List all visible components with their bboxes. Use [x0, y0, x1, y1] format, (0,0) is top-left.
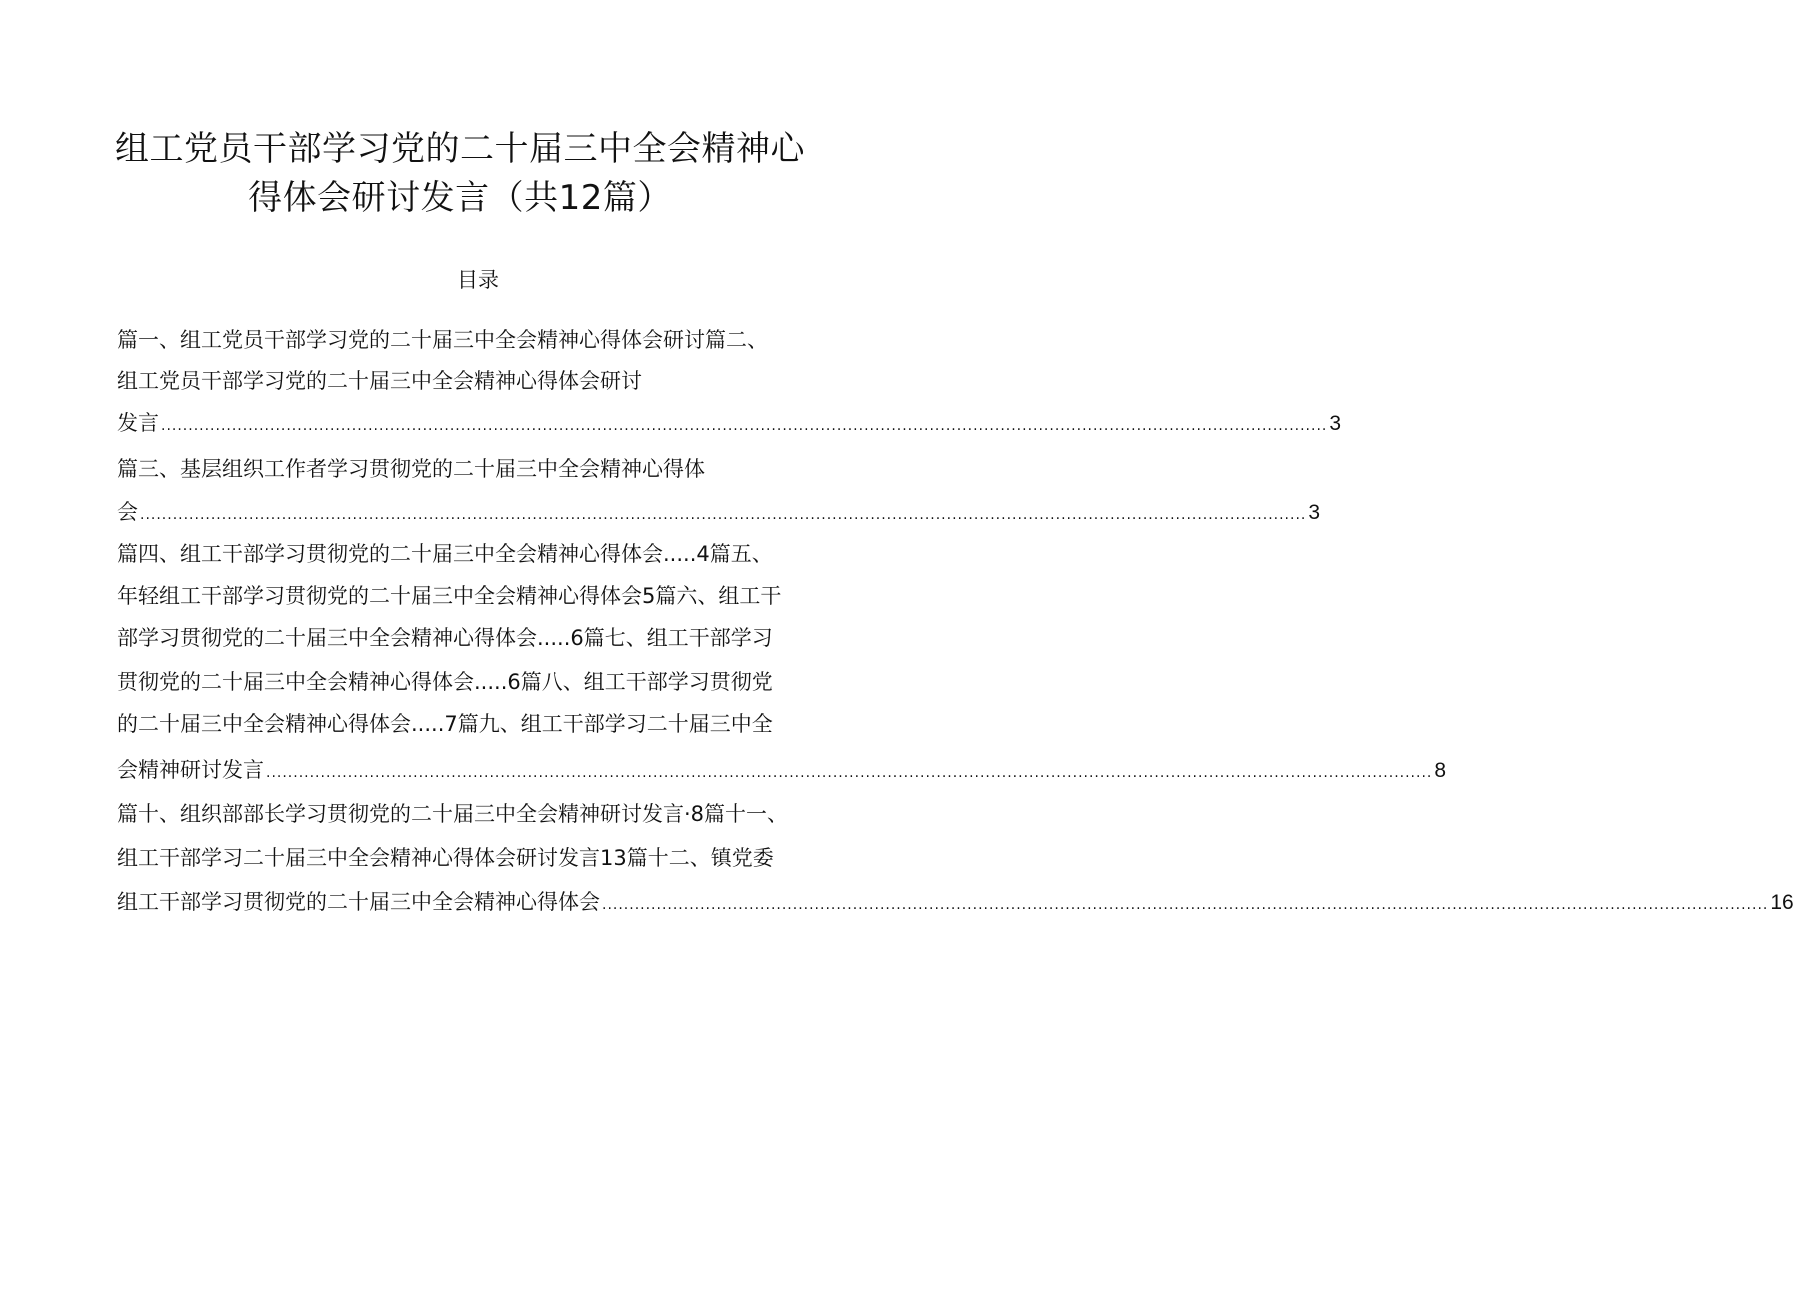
- toc-line: 篇四、组工干部学习贯彻党的二十届三中全会精神心得体会.....4篇五、: [117, 542, 773, 566]
- toc-line: 贯彻党的二十届三中全会精神心得体会.....6篇八、组工干部学习贯彻党: [117, 670, 773, 694]
- toc-entry-leader: [117, 494, 1321, 533]
- toc-line: 的二十届三中全会精神心得体会.....7篇九、组工干部学习二十届三中全: [117, 712, 773, 736]
- toc-entry-text: 发言: [117, 411, 159, 435]
- toc-page-number: 16: [1770, 891, 1794, 914]
- toc-entry-text: 会: [117, 500, 138, 524]
- toc-page-number: 3: [1308, 501, 1321, 524]
- document-title-line-1: 组工党员干部学习党的二十届三中全会精神心: [115, 129, 805, 169]
- toc-entry-text: 会精神研讨发言: [117, 758, 264, 782]
- toc-entry-leader: [117, 752, 1447, 791]
- toc-line: 篇三、基层组织工作者学习贯彻党的二十届三中全会精神心得体: [117, 457, 705, 481]
- toc-page-number: 3: [1329, 412, 1342, 435]
- toc-line: 篇一、组工党员干部学习党的二十届三中全会精神心得体会研讨篇二、: [117, 328, 768, 352]
- toc-line: 组工干部学习二十届三中全会精神心得体会研讨发言13篇十二、镇党委: [117, 846, 774, 870]
- toc-leader-dots: ......................................................................................................................................................................................................................: [161, 418, 1328, 434]
- toc-entry-leader: [117, 405, 1342, 444]
- toc-line: 部学习贯彻党的二十届三中全会精神心得体会.....6篇七、组工干部学习: [117, 626, 773, 650]
- toc-entry-leader: [117, 884, 1794, 923]
- toc-leader-dots: ......................................................................................................................................................................................................................: [266, 765, 1433, 781]
- toc-page-number: 8: [1434, 759, 1447, 782]
- toc-line: 年轻组工干部学习贯彻党的二十届三中全会精神心得体会5篇六、组工干: [117, 584, 782, 608]
- toc-line: 组工党员干部学习党的二十届三中全会精神心得体会研讨: [117, 369, 642, 393]
- toc-leader-dots: ......................................................................................................................................................................................................................: [140, 507, 1307, 523]
- toc-line: 篇十、组织部部长学习贯彻党的二十届三中全会精神研讨发言·8篇十一、: [117, 802, 789, 826]
- document-title-line-2: 得体会研讨发言（共12篇）: [248, 178, 672, 218]
- toc-entry-text: 组工干部学习贯彻党的二十届三中全会精神心得体会: [117, 890, 600, 914]
- toc-leader-dots: ......................................................................................................................................................................................................................: [602, 897, 1769, 913]
- toc-heading: 目录: [457, 268, 499, 292]
